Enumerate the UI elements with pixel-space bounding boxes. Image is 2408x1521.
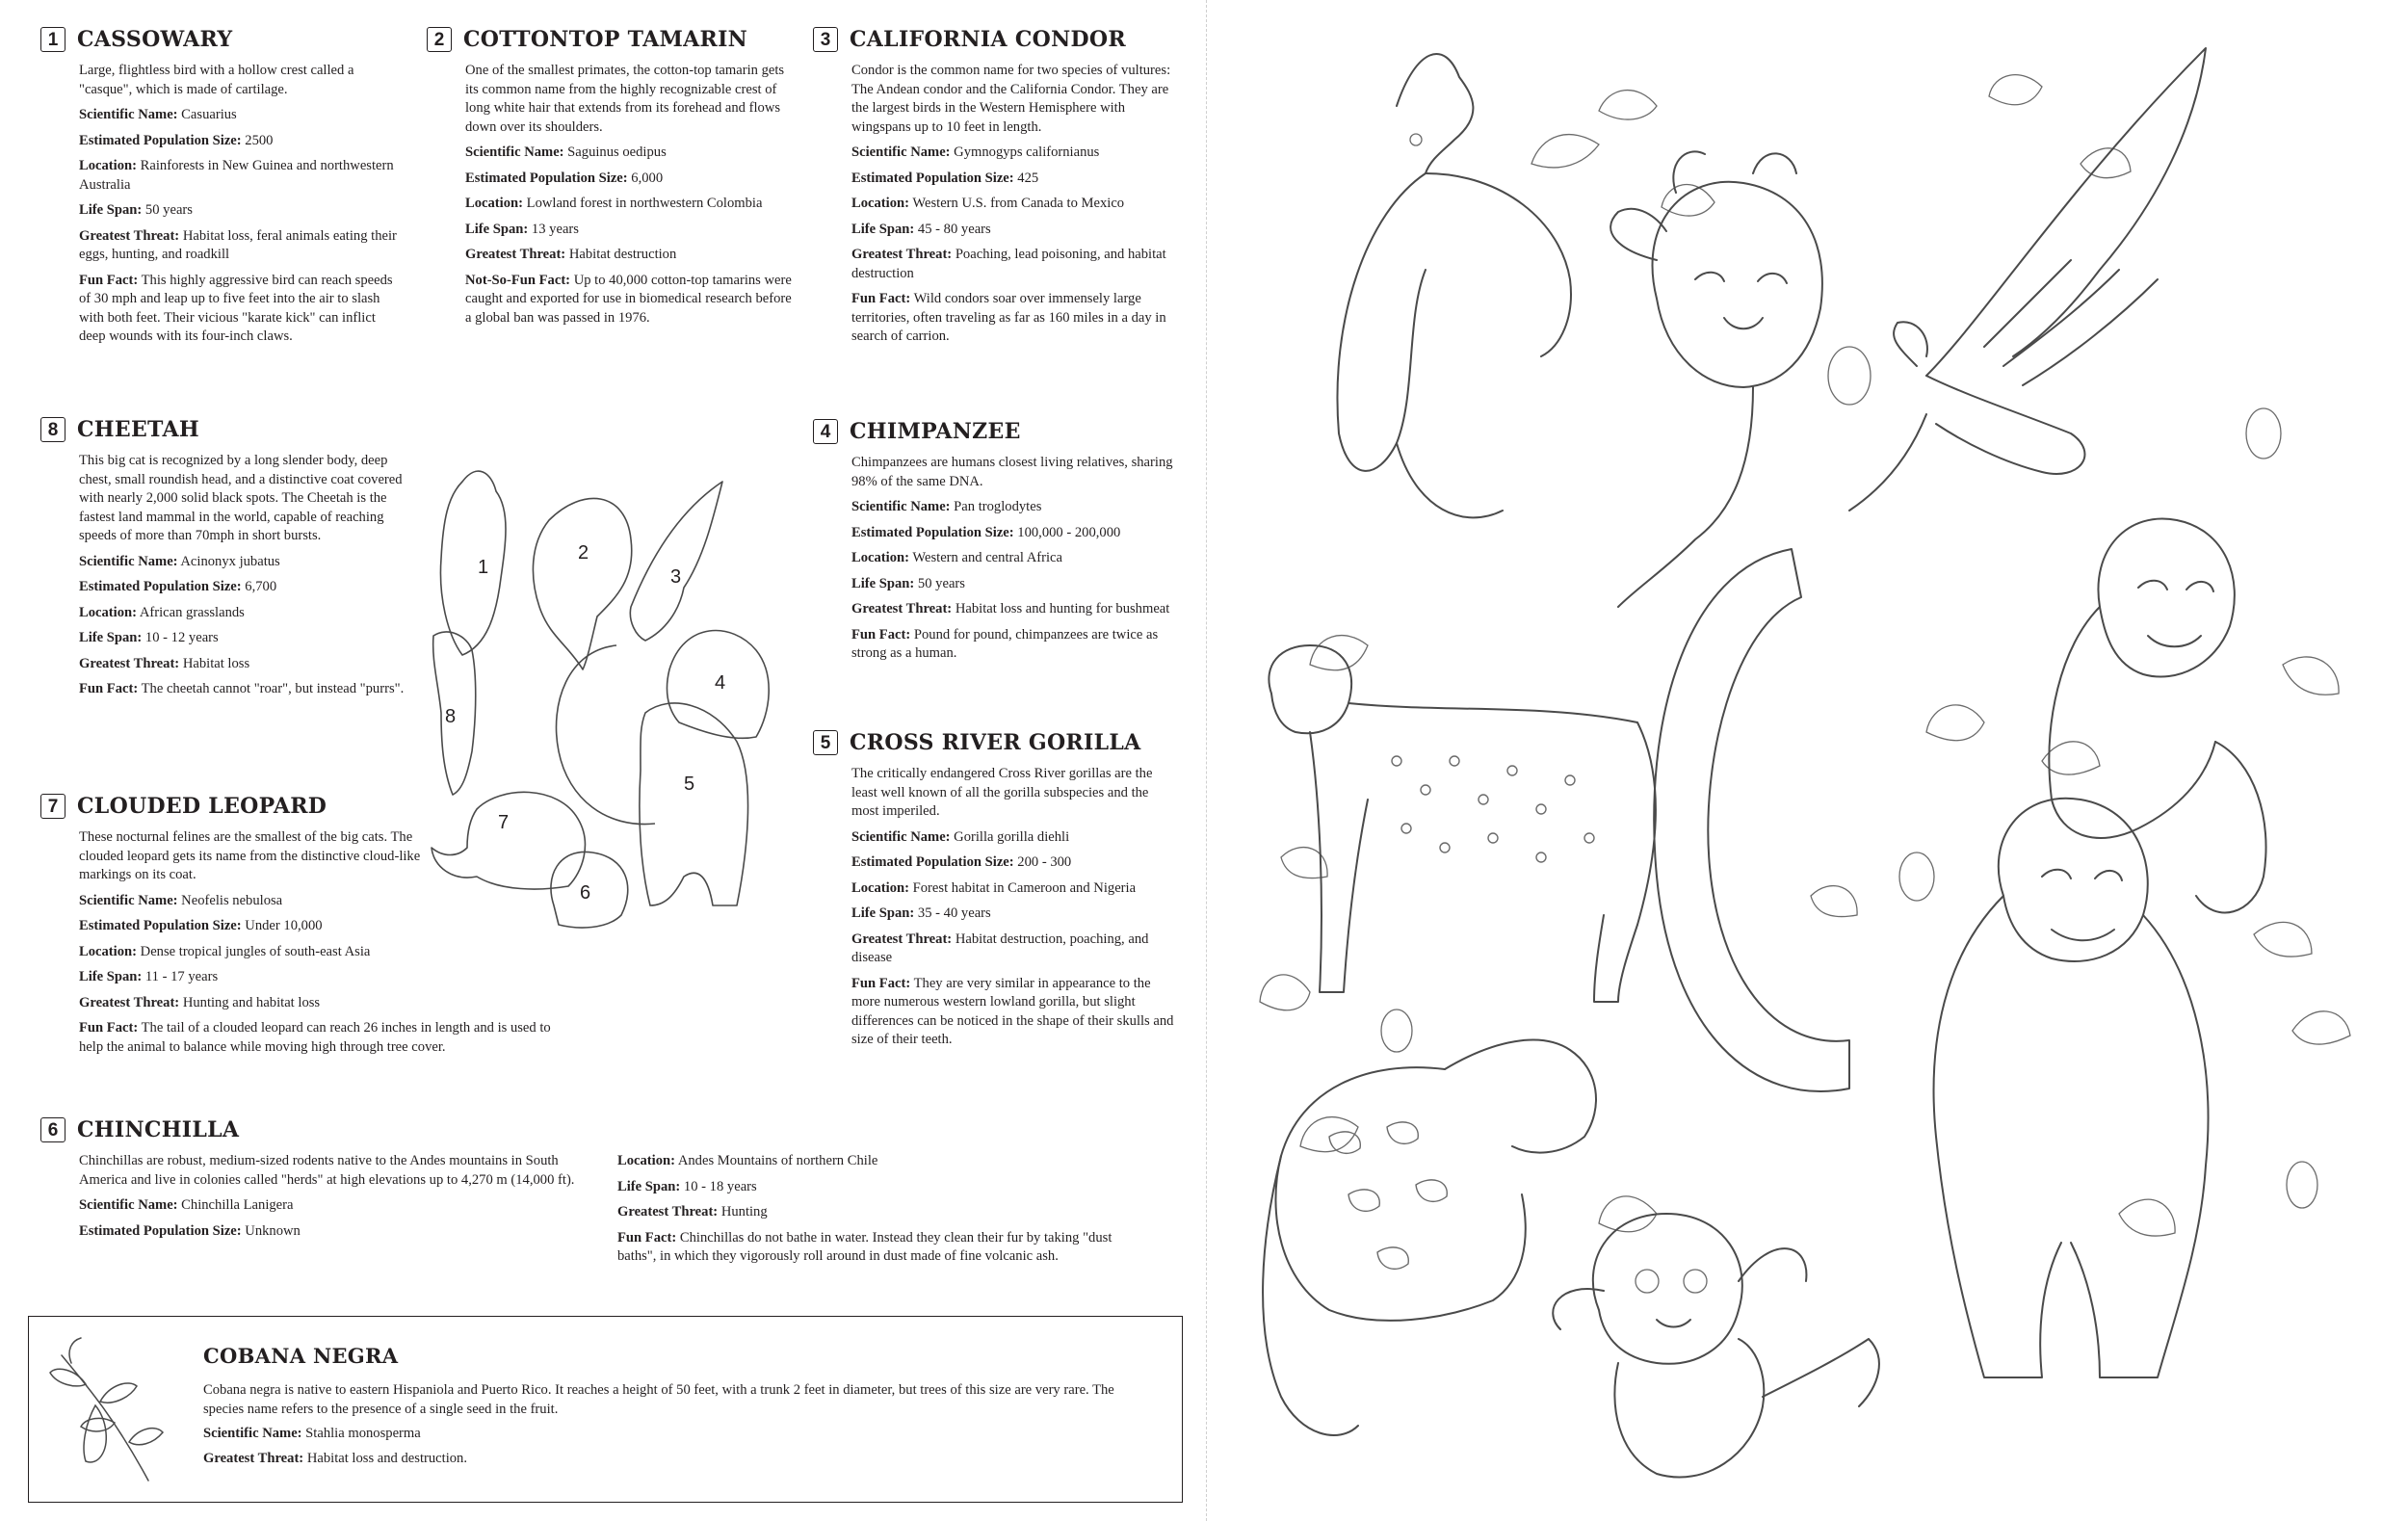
entry-title: CHINCHILLA (77, 1117, 240, 1142)
foliage (1260, 75, 2350, 1236)
key-label-1: 1 (478, 557, 489, 578)
fact: Estimated Population Size: 100,000 - 200,000 (851, 524, 1121, 540)
entry-title: CALIFORNIA CONDOR (850, 27, 1126, 52)
key-shape-tamarin (533, 498, 631, 669)
entry-number: 7 (40, 794, 65, 819)
key-shape-gorilla (640, 703, 748, 905)
entry-description: Chimpanzees are humans closest living relatives, sharing 98% of the same DNA. (851, 455, 1173, 489)
entry-cassowary (40, 27, 397, 354)
fact: Location: Western U.S. from Canada to Mexico (851, 196, 1125, 211)
cobana-branch-illustration (42, 1326, 187, 1495)
fact: Life Span: 45 - 80 years (851, 221, 991, 237)
key-shape-condor (630, 482, 722, 641)
fact: Location: Rainforests in New Guinea and northwestern Australia (79, 158, 394, 193)
entry-title: CHIMPANZEE (850, 419, 1021, 444)
fact: Location: Lowland forest in northwestern Colombia (465, 196, 763, 211)
fact: Greatest Threat: Habitat loss and destruction. (203, 1450, 467, 1466)
clouded-leopard-drawing (1263, 1040, 1596, 1435)
key-label-7: 7 (498, 812, 510, 833)
entry-description: Chinchillas are robust, medium-sized rodents native to the Andes mountains in South America and live in colonies called "herds" at high elevations up to 4,270 m (14,000 ft). (79, 1153, 575, 1188)
fact: Scientific Name: Gorilla gorilla diehli (851, 828, 1070, 845)
entry-description: The critically endangered Cross River gorillas are the least well known of all the gorilla subspecies and the most imperiled. (851, 766, 1153, 819)
fact: Scientific Name: Casuarius (79, 107, 237, 122)
tamarin-drawing (1610, 151, 1822, 607)
entry-chimpanzee (813, 419, 1179, 670)
cobana-description: Cobana negra is native to eastern Hispaniola and Puerto Rico. It reaches a height of 50 feet, with a trunk 2 feet in diameter, but trees of this size are very rare. The species name refers to the presence of a single seed in the fruit. (203, 1382, 1114, 1417)
key-shape-leopard (432, 792, 585, 889)
page-divider (1206, 0, 1207, 1521)
key-label-3: 3 (670, 566, 682, 588)
fact: Scientific Name: Neofelis nebulosa (79, 892, 283, 908)
key-silhouettes (424, 453, 799, 954)
fact: Fun Fact: Wild condors soar over immensely large territories, often traveling as far as 160 miles in a day in search of carrion. (851, 291, 1166, 344)
fact: Scientific Name: Gymnogyps californianus (851, 144, 1100, 160)
key-label-6: 6 (580, 882, 591, 904)
fact: Greatest Threat: Habitat loss and hunting for bushmeat (851, 601, 1170, 616)
fact: Life Span: 10 - 12 years (79, 630, 219, 645)
fact: Location: Western and central Africa (851, 550, 1063, 565)
entry-number: 4 (813, 419, 838, 444)
fact: Location: Dense tropical jungles of south-east Asia (79, 943, 371, 959)
condor-drawing (1849, 48, 2206, 511)
fact: Estimated Population Size: 200 - 300 (851, 854, 1072, 870)
fact: Scientific Name: Chinchilla Lanigera (79, 1197, 294, 1213)
fact: Not-So-Fun Fact: Up to 40,000 cotton-top tamarins were caught and exported for use in biomedical research before a global ban was passed in 1976. (465, 272, 792, 326)
entry-number: 5 (813, 730, 838, 755)
cassowary-drawing (1337, 54, 1571, 517)
key-label-2: 2 (578, 542, 589, 564)
cheetah-drawing (1269, 645, 1656, 1002)
entry-number: 1 (40, 27, 65, 52)
fact: Greatest Threat: Poaching, lead poisoning, and habitat destruction (851, 247, 1166, 281)
fact: Scientific Name: Pan troglodytes (851, 499, 1042, 514)
fact: Life Span: 13 years (465, 221, 579, 237)
fact: Life Span: 50 years (79, 202, 193, 218)
entry-description: This big cat is recognized by a long slender body, deep chest, small roundish head, and a distinctive coat covered with nearly 2,000 solid black spots. The Cheetah is the fastest land mammal in the world, capable of reaching speeds of more than 70mph in short bursts. (79, 453, 403, 543)
fact: Estimated Population Size: 2500 (79, 132, 274, 148)
fact: Scientific Name: Stahlia monosperma (203, 1426, 421, 1441)
fact: Greatest Threat: Habitat loss (79, 655, 250, 671)
fact: Greatest Threat: Hunting (617, 1204, 768, 1219)
fact: Greatest Threat: Habitat destruction (465, 247, 677, 262)
cobana-negra-box (28, 1316, 1183, 1503)
entry-number: 2 (427, 27, 452, 52)
fact: Life Span: 50 years (851, 575, 965, 591)
entry-title: CHEETAH (77, 417, 199, 442)
entry-number: 3 (813, 27, 838, 52)
fact: Scientific Name: Acinonyx jubatus (79, 553, 280, 569)
coloring-illustration (1252, 29, 2379, 1512)
fact: Fun Fact: Pound for pound, chimpanzees are twice as strong as a human. (851, 626, 1159, 661)
fact: Estimated Population Size: 425 (851, 170, 1039, 186)
entry-title: CROSS RIVER GORILLA (850, 730, 1141, 755)
entry-description: Large, flightless bird with a hollow crest called a "casque", which is made of cartilage. (79, 63, 354, 97)
entry-title: COTTONTOP TAMARIN (463, 27, 748, 52)
fact: Life Span: 35 - 40 years (851, 905, 991, 921)
entry-chinchilla (40, 1117, 1177, 1273)
entry-description: Condor is the common name for two species of vultures: The Andean condor and the California Condor. They are the largest birds in the Western Hemisphere with wingspans up to 10 feet in length. (851, 63, 1171, 135)
fact: Greatest Threat: Hunting and habitat loss (79, 994, 321, 1010)
key-label-5: 5 (684, 774, 695, 795)
fact: Fun Fact: They are very similar in appearance to the more numerous western lowland gorilla, but slight differences can be noticed in the shape of their skulls and size of their teeth. (851, 975, 1174, 1047)
chinchilla-drawing (1553, 1214, 1879, 1478)
fact: Life Span: 11 - 17 years (79, 969, 219, 984)
fact: Greatest Threat: Habitat loss, feral animals eating their eggs, hunting, and roadkill (79, 227, 397, 262)
fact: Location: Andes Mountains of northern Chile (617, 1153, 878, 1168)
fact: Fun Fact: This highly aggressive bird can reach speeds of 30 mph and leap up to five feet into the air to slash with both feet. Their vicious "karate kick" can inflict deep wounds with its four-inch claws. (79, 272, 393, 344)
animals-letter-c-artwork (1252, 29, 2379, 1512)
entry-description: One of the smallest primates, the cotton-top tamarin gets its common name from the highly recognizable crest of long white hair that extends from its forehead and flows down over its shoulders. (465, 63, 785, 135)
cobana-title: COBANA NEGRA (203, 1344, 399, 1368)
key-label-4: 4 (715, 672, 726, 694)
entry-cottontop-tamarin (427, 27, 793, 334)
fact: Estimated Population Size: Under 10,000 (79, 918, 323, 933)
entry-title: CASSOWARY (77, 27, 233, 52)
fact: Location: African grasslands (79, 604, 245, 620)
entry-number: 8 (40, 417, 65, 442)
entry-cheetah (40, 417, 416, 706)
fact: Location: Forest habitat in Cameroon and Nigeria (851, 879, 1137, 896)
gorilla-drawing (1934, 799, 2209, 1377)
fact: Fun Fact: Chinchillas do not bathe in water. Instead they clean their fur by taking "dust baths", in which they vigorously roll around in dust made of fine volcanic ash. (617, 1229, 1112, 1264)
chimpanzee-drawing (2049, 518, 2265, 912)
fact: Fun Fact: The tail of a clouded leopard can reach 26 inches in length and is used to help the animal to balance while moving high through tree cover. (79, 1020, 551, 1055)
letter-c (1654, 549, 1849, 1091)
entry-california-condor (813, 27, 1179, 354)
fact: Estimated Population Size: 6,000 (465, 170, 664, 186)
animal-key-diagram (424, 453, 799, 954)
entry-description: These nocturnal felines are the smallest of the big cats. The clouded leopard gets its name from the distinctive cloud-like markings on its coat. (79, 829, 421, 882)
key-shape-cassowary (440, 471, 506, 655)
fact: Greatest Threat: Habitat destruction, poaching, and disease (851, 931, 1149, 965)
fact: Scientific Name: Saguinus oedipus (465, 144, 667, 160)
fact: Fun Fact: The cheetah cannot "roar", but instead "purrs". (79, 681, 405, 696)
entry-number: 6 (40, 1117, 65, 1142)
key-label-8: 8 (445, 706, 457, 727)
entry-cross-river-gorilla (813, 730, 1179, 1057)
fact: Estimated Population Size: Unknown (79, 1222, 301, 1239)
entry-title: CLOUDED LEOPARD (77, 794, 327, 819)
fact: Estimated Population Size: 6,700 (79, 579, 277, 594)
fact: Life Span: 10 - 18 years (617, 1178, 757, 1194)
